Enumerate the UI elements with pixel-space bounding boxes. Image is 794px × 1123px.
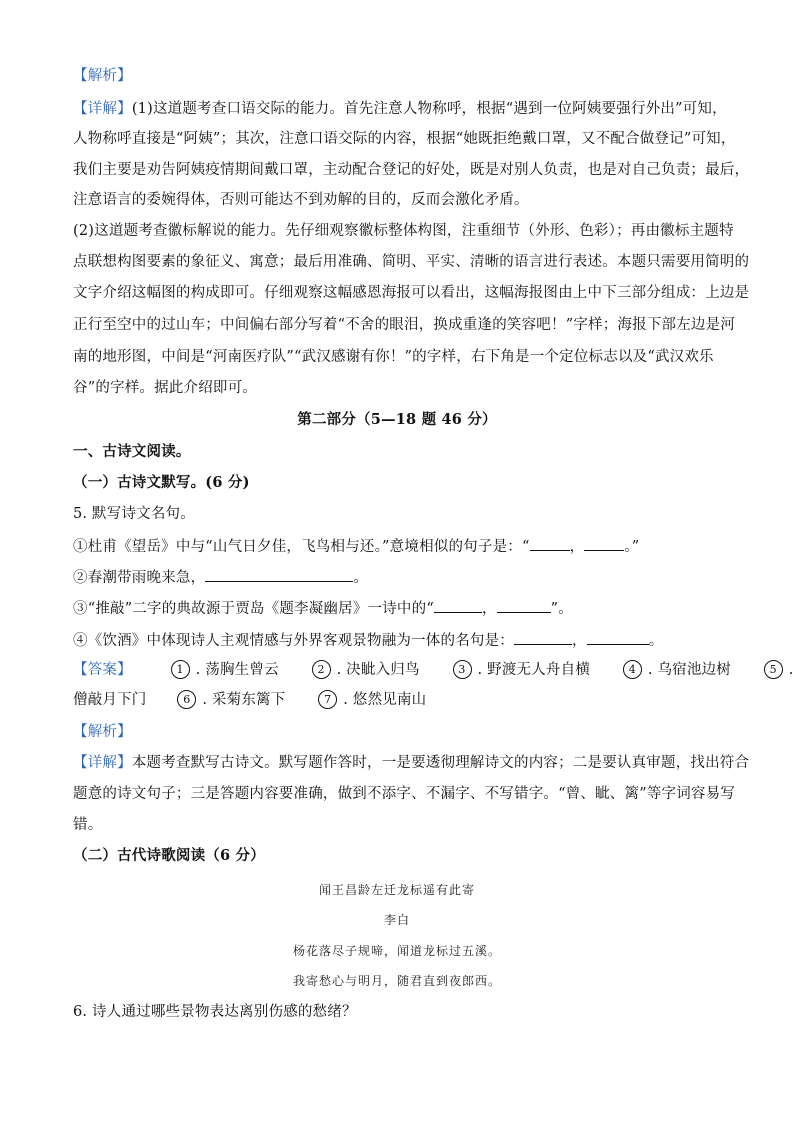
poem-author: 李白 — [383, 913, 410, 927]
question-line — [73, 567, 368, 588]
subsection-heading: （二）古代诗歌阅读（6 分） — [73, 847, 265, 864]
analysis-paragraph-line: 人物称呼直接是“阿姨”；其次，注意口语交际的内容，根据“她既拒绝戴口罩，又不配合做登记”可知， — [73, 131, 736, 147]
answer-blank — [584, 536, 624, 551]
detail-label: 【详解】 — [73, 101, 132, 117]
analysis-paragraph-line: 题意的诗文句子；三是答题内容要准确，做到不添字、不漏字、不写错字。“曾、眦、篱”等字词容易写 — [73, 786, 736, 802]
answer-text: . 采菊东篱下 — [202, 692, 286, 708]
answer-text: . 荡胸生曾云 — [195, 662, 279, 678]
section-title: 第二部分（5—18 题 46 分） — [297, 411, 497, 428]
answer-blank — [434, 598, 482, 613]
analysis-paragraph-line: 正行至空中的过山车；中间偏右部分写着“不舍的眼泪，换成重逢的笑容吧！”字样；海报下部左边是河 — [73, 317, 736, 333]
circled-number: 1 — [171, 660, 190, 679]
poem-line: 我寄愁心与明月，随君直到夜郎西。 — [292, 974, 501, 988]
answer-text: . — [788, 662, 794, 678]
text-run: (1)这道题考查口语交际的能力。首先注意人物称呼，根据“遇到一位阿姨要强行外出”可知， — [131, 101, 727, 117]
text-run: ①杜甫《望岳》中与“山气日夕佳，飞鸟相与还。”意境相似的句子是：“ — [73, 539, 530, 555]
answer-item — [453, 660, 591, 680]
answer-item — [318, 690, 426, 710]
poem-line: 杨花落尽子规啼，闻道龙标过五溪。 — [292, 944, 501, 958]
analysis-paragraph-line: 文字介绍这幅图的构成即可。仔细观察这幅感恩海报可以看出，这幅海报图由上中下三部分组成：上边是 — [73, 285, 750, 301]
circled-number: 7 — [318, 690, 337, 709]
text-run: ， — [569, 539, 585, 555]
text-run: 。 — [648, 633, 664, 649]
circled-number: 3 — [453, 660, 472, 679]
circled-number: 5 — [764, 660, 783, 679]
answer-line — [73, 660, 794, 680]
circled-number: 2 — [312, 660, 331, 679]
text-run: ”。 — [550, 601, 573, 617]
answer-line — [73, 690, 426, 710]
poem-title: 闻王昌龄左迁龙标遥有此寄 — [318, 883, 475, 897]
question-line — [73, 536, 639, 557]
answer-text: . 野渡无人舟自横 — [477, 662, 591, 678]
analysis-paragraph-line: 错。 — [73, 817, 103, 833]
answer-blank — [530, 536, 570, 551]
answer-item — [623, 660, 731, 680]
answer-blank — [587, 630, 649, 645]
question-line — [73, 598, 573, 619]
answer-text: 僧敲月下门 — [73, 692, 147, 708]
text-run: ④《饮酒》中体现诗人主观情感与外界客观景物融为一体的名句是： — [73, 633, 514, 649]
question-line — [73, 630, 663, 651]
analysis-paragraph-line — [73, 753, 749, 773]
circled-number: 4 — [623, 660, 642, 679]
question-title: 6. 诗人通过哪些景物表达离别伤感的愁绪？ — [73, 1004, 357, 1020]
analysis-label: 【解析】 — [73, 724, 132, 740]
answer-text: . 决眦入归鸟 — [336, 662, 420, 678]
text-run: 。” — [624, 539, 640, 555]
answer-item — [171, 660, 279, 680]
answer-blank — [514, 630, 572, 645]
detail-label: 【详解】 — [73, 755, 132, 771]
answer-blank — [205, 567, 353, 582]
text-run: ， — [481, 601, 497, 617]
analysis-paragraph-line: 注意语言的委婉得体，否则可能达不到劝解的目的，反而会激化矛盾。 — [73, 192, 529, 208]
section-heading: 一、古诗文阅读。 — [73, 443, 191, 460]
answer-item — [312, 660, 420, 680]
circled-number: 6 — [177, 690, 196, 709]
answer-item — [177, 690, 285, 710]
analysis-paragraph-line: 谷”的字样。据此介绍即可。 — [73, 380, 258, 396]
subsection-heading: （一）古诗文默写。(6 分) — [73, 474, 250, 491]
text-run: ③“推敲”二字的典故源于贾岛《题李凝幽居》一诗中的“ — [73, 601, 434, 617]
analysis-paragraph-line: 我们主要是劝告阿姨疫情期间戴口罩，主动配合登记的好处，既是对别人负责，也是对自己负责；最后， — [73, 162, 750, 178]
text-run: ②春潮带雨晚来急， — [73, 570, 206, 586]
answer-label: 【答案】 — [73, 662, 132, 678]
analysis-paragraph-line — [73, 99, 727, 119]
answer-text: . 悠然见南山 — [343, 692, 427, 708]
question-title: 5. 默写诗文名句。 — [73, 506, 195, 522]
analysis-paragraph-line: 点联想构图要素的象征义、寓意；最后用准确、简明、平实、清晰的语言进行表述。本题只需要用简明的 — [73, 254, 750, 270]
text-run: ， — [572, 633, 587, 649]
answer-item — [764, 660, 794, 680]
text-run: 。 — [353, 570, 369, 586]
text-run: 本题考查默写古诗文。默写题作答时，一是要透彻理解诗文的内容；二是要认真审题，找出符合 — [131, 755, 750, 771]
analysis-paragraph-line: 南的地形图，中间是“河南医疗队”“武汉感谢有你！”的字样，右下角是一个定位标志以及“武汉欢乐 — [73, 349, 714, 365]
answer-blank — [497, 598, 551, 613]
analysis-label: 【解析】 — [73, 68, 132, 84]
answer-text: . 乌宿池边树 — [647, 662, 731, 678]
analysis-paragraph-line: (2)这道题考查徽标解说的能力。先仔细观察徽标整体构图，注重细节（外形、色彩）；再由徽标主题特 — [73, 223, 734, 239]
